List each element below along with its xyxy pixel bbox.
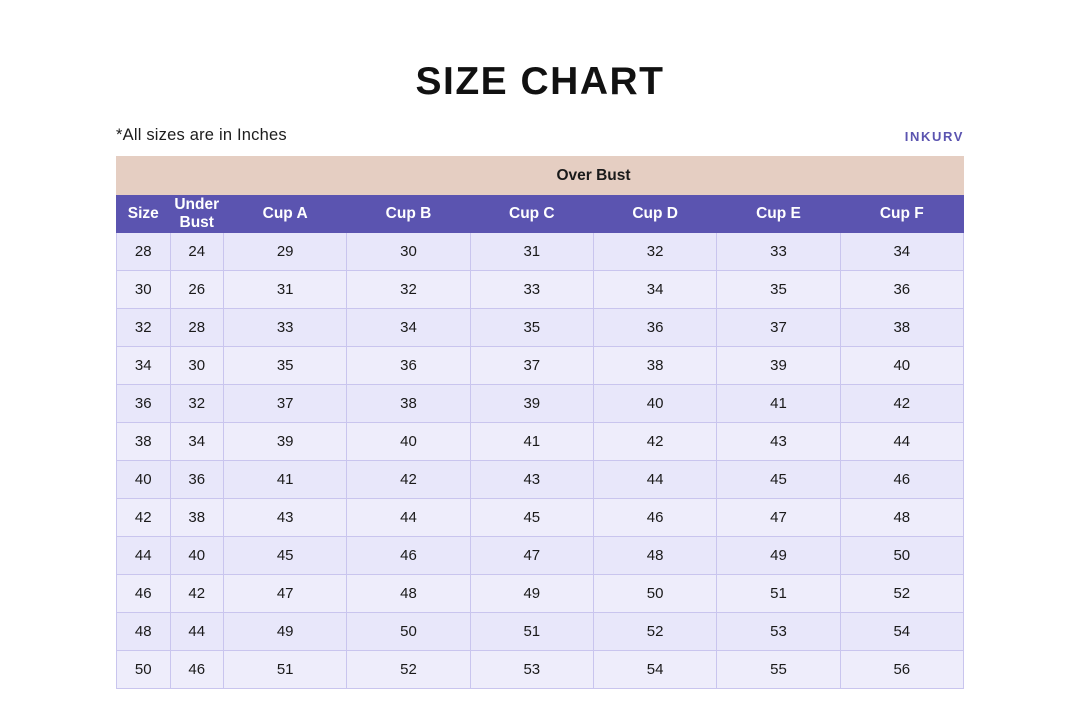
table-cell: 48 — [593, 537, 716, 575]
table-cell: 32 — [347, 271, 470, 309]
table-cell: 55 — [717, 651, 840, 689]
table-cell: 34 — [117, 347, 171, 385]
table-cell: 42 — [117, 499, 171, 537]
page-title: SIZE CHART — [415, 60, 665, 103]
table-cell: 45 — [717, 461, 840, 499]
column-header-cup-c: Cup C — [470, 195, 593, 233]
table-cell: 44 — [347, 499, 470, 537]
table-cell: 47 — [224, 575, 347, 613]
table-cell: 49 — [470, 575, 593, 613]
table-cell: 41 — [717, 385, 840, 423]
table-cell: 28 — [170, 309, 224, 347]
table-cell: 42 — [347, 461, 470, 499]
table-cell: 43 — [470, 461, 593, 499]
table-row — [117, 233, 964, 271]
brand-logo: INKURV — [904, 129, 964, 144]
table-cell: 40 — [840, 347, 963, 385]
table-cell: 48 — [840, 499, 963, 537]
table-cell: 37 — [224, 385, 347, 423]
table-cell: 42 — [840, 385, 963, 423]
table-cell: 36 — [170, 461, 224, 499]
column-header-cup-a: Cup A — [224, 195, 347, 233]
table-cell: 29 — [224, 233, 347, 271]
table-cell: 50 — [117, 651, 171, 689]
table-cell: 50 — [593, 575, 716, 613]
table-cell: 28 — [117, 233, 171, 271]
table-row — [117, 613, 964, 651]
table-row — [117, 309, 964, 347]
table-cell: 34 — [840, 233, 963, 271]
table-cell: 47 — [717, 499, 840, 537]
table-row — [117, 347, 964, 385]
table-cell: 49 — [717, 537, 840, 575]
table-row — [117, 575, 964, 613]
column-header-size: Size — [117, 195, 171, 233]
table-cell: 39 — [717, 347, 840, 385]
table-cell: 52 — [840, 575, 963, 613]
table-cell: 43 — [224, 499, 347, 537]
table-cell: 38 — [347, 385, 470, 423]
table-cell: 35 — [470, 309, 593, 347]
table-cell: 53 — [470, 651, 593, 689]
table-cell: 46 — [347, 537, 470, 575]
size-chart-table — [116, 156, 964, 689]
units-note: *All sizes are in Inches — [116, 126, 287, 144]
table-row — [117, 499, 964, 537]
table-cell: 37 — [717, 309, 840, 347]
table-cell: 40 — [347, 423, 470, 461]
table-cell: 56 — [840, 651, 963, 689]
table-cell: 40 — [117, 461, 171, 499]
subtitle-row — [116, 126, 964, 148]
table-cell: 48 — [117, 613, 171, 651]
table-cell: 35 — [224, 347, 347, 385]
table-cell: 37 — [470, 347, 593, 385]
table-cell: 43 — [717, 423, 840, 461]
table-cell: 30 — [347, 233, 470, 271]
table-cell: 41 — [470, 423, 593, 461]
table-cell: 38 — [840, 309, 963, 347]
table-cell: 50 — [840, 537, 963, 575]
table-cell: 30 — [170, 347, 224, 385]
table-cell: 47 — [470, 537, 593, 575]
table-row — [117, 423, 964, 461]
table-cell: 51 — [717, 575, 840, 613]
table-cell: 33 — [470, 271, 593, 309]
table-cell: 44 — [840, 423, 963, 461]
column-header-cup-f: Cup F — [840, 195, 963, 233]
table-cell: 52 — [593, 613, 716, 651]
column-header-cup-b: Cup B — [347, 195, 470, 233]
table-cell: 46 — [117, 575, 171, 613]
column-header-row — [117, 195, 964, 233]
table-row — [117, 651, 964, 689]
table-cell: 32 — [170, 385, 224, 423]
column-header-cup-d: Cup D — [593, 195, 716, 233]
table-cell: 46 — [170, 651, 224, 689]
table-row — [117, 271, 964, 309]
table-cell: 39 — [224, 423, 347, 461]
table-cell: 54 — [593, 651, 716, 689]
table-cell: 36 — [593, 309, 716, 347]
table-cell: 31 — [224, 271, 347, 309]
column-header-cup-e: Cup E — [717, 195, 840, 233]
table-cell: 26 — [170, 271, 224, 309]
table-body — [117, 233, 964, 689]
over-bust-group-header: Over Bust — [224, 157, 964, 195]
table-cell: 54 — [840, 613, 963, 651]
table-row — [117, 385, 964, 423]
table-cell: 41 — [224, 461, 347, 499]
table-cell: 30 — [117, 271, 171, 309]
table-cell: 36 — [347, 347, 470, 385]
table-cell: 38 — [593, 347, 716, 385]
table-cell: 39 — [470, 385, 593, 423]
group-header-row — [117, 157, 964, 195]
table-cell: 36 — [117, 385, 171, 423]
table-cell: 49 — [224, 613, 347, 651]
table-cell: 50 — [347, 613, 470, 651]
table-cell: 51 — [470, 613, 593, 651]
table-cell: 32 — [117, 309, 171, 347]
table-cell: 31 — [470, 233, 593, 271]
table-cell: 42 — [593, 423, 716, 461]
table-cell: 38 — [170, 499, 224, 537]
table-row — [117, 461, 964, 499]
table-head — [117, 157, 964, 233]
table-cell: 40 — [593, 385, 716, 423]
table-cell: 38 — [117, 423, 171, 461]
table-cell: 53 — [717, 613, 840, 651]
table-cell: 44 — [593, 461, 716, 499]
table-cell: 46 — [593, 499, 716, 537]
table-cell: 51 — [224, 651, 347, 689]
table-cell: 40 — [170, 537, 224, 575]
table-cell: 45 — [224, 537, 347, 575]
table-cell: 35 — [717, 271, 840, 309]
table-cell: 44 — [117, 537, 171, 575]
table-cell: 24 — [170, 233, 224, 271]
table-cell: 44 — [170, 613, 224, 651]
table-cell: 45 — [470, 499, 593, 537]
table-cell: 34 — [347, 309, 470, 347]
table-cell: 42 — [170, 575, 224, 613]
table-cell: 34 — [170, 423, 224, 461]
table-cell: 52 — [347, 651, 470, 689]
table-cell: 32 — [593, 233, 716, 271]
corner-blank-cell — [117, 157, 224, 195]
table-row — [117, 537, 964, 575]
table-cell: 48 — [347, 575, 470, 613]
table-cell: 46 — [840, 461, 963, 499]
table-cell: 33 — [224, 309, 347, 347]
table-cell: 33 — [717, 233, 840, 271]
table-cell: 34 — [593, 271, 716, 309]
column-header-under-bust: Under Bust — [170, 195, 224, 233]
table-cell: 36 — [840, 271, 963, 309]
